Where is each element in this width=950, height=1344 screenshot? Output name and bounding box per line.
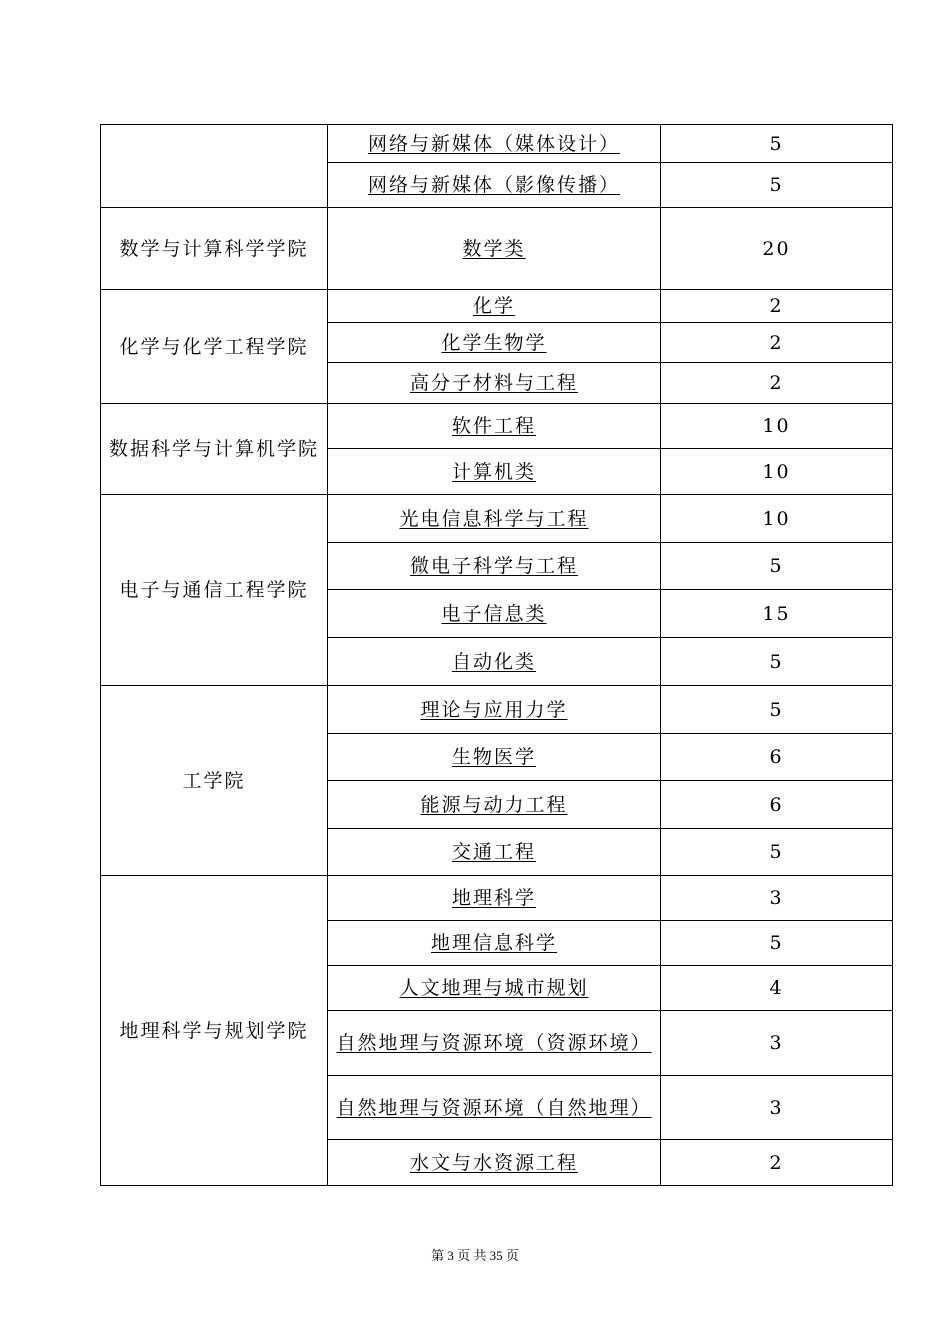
college-cell — [101, 125, 328, 208]
quota-cell: 10 — [661, 449, 893, 495]
quota-cell: 5 — [661, 829, 893, 876]
table-row — [101, 495, 893, 543]
major-cell — [328, 543, 661, 590]
page-footer: 第 3 页 共 35 页 — [431, 1248, 519, 1263]
college-cell: 数据科学与计算机学院 — [101, 404, 328, 495]
major-name: 能源与动力工程 — [420, 793, 568, 816]
college-cell: 工学院 — [101, 686, 328, 876]
major-name: 高分子材料与工程 — [409, 372, 578, 394]
quota-cell: 10 — [661, 404, 893, 449]
table-row — [101, 290, 893, 323]
major-cell — [328, 290, 661, 323]
major-name: 计算机类 — [451, 460, 536, 483]
quota-cell: 3 — [661, 876, 893, 921]
major-name: 地理科学 — [451, 887, 536, 909]
major-name: 水文与水资源工程 — [409, 1151, 578, 1174]
quota-cell: 5 — [661, 686, 893, 734]
quota-cell: 3 — [661, 1076, 893, 1140]
quota-cell: 10 — [661, 495, 893, 543]
major-cell — [328, 1011, 661, 1076]
major-cell — [328, 781, 661, 829]
quota-cell: 6 — [661, 781, 893, 829]
major-name: 网络与新媒体（媒体设计） — [367, 132, 620, 155]
major-name: 地理信息科学 — [430, 932, 557, 954]
major-name: 网络与新媒体（影像传播） — [367, 174, 620, 196]
major-name: 理论与应用力学 — [420, 698, 568, 721]
table-row — [101, 876, 893, 921]
major-name: 自然地理与资源环境（资源环境） — [336, 1032, 652, 1054]
quota-cell: 20 — [661, 208, 893, 290]
major-name: 交通工程 — [451, 841, 536, 863]
quota-cell: 5 — [661, 125, 893, 163]
quota-cell: 2 — [661, 323, 893, 363]
major-name: 电子信息类 — [441, 602, 547, 625]
major-cell — [328, 876, 661, 921]
major-cell — [328, 1076, 661, 1140]
quota-cell: 4 — [661, 966, 893, 1011]
major-cell — [328, 686, 661, 734]
table-row — [101, 208, 893, 290]
table-body — [101, 125, 893, 1186]
quota-cell: 5 — [661, 163, 893, 208]
major-cell — [328, 921, 661, 966]
college-cell: 地理科学与规划学院 — [101, 876, 328, 1186]
major-cell — [328, 163, 661, 208]
major-name: 自然地理与资源环境（自然地理） — [336, 1096, 652, 1119]
major-name: 人文地理与城市规划 — [399, 977, 589, 999]
major-name: 软件工程 — [451, 415, 536, 437]
major-cell — [328, 1140, 661, 1186]
quota-cell: 5 — [661, 921, 893, 966]
major-name: 化学生物学 — [441, 331, 547, 354]
major-cell — [328, 495, 661, 543]
major-cell — [328, 734, 661, 781]
major-cell — [328, 208, 661, 290]
quota-cell: 2 — [661, 363, 893, 404]
major-name: 化学 — [472, 295, 515, 317]
quota-cell: 15 — [661, 590, 893, 638]
table-row — [101, 404, 893, 449]
quota-cell: 5 — [661, 638, 893, 686]
college-cell: 化学与化学工程学院 — [101, 290, 328, 404]
major-cell — [328, 404, 661, 449]
college-cell: 数学与计算科学学院 — [101, 208, 328, 290]
major-cell — [328, 638, 661, 686]
college-cell: 电子与通信工程学院 — [101, 495, 328, 686]
quota-cell: 3 — [661, 1011, 893, 1076]
major-name: 光电信息科学与工程 — [399, 507, 589, 530]
table-row — [101, 125, 893, 163]
major-cell — [328, 323, 661, 363]
major-cell — [328, 363, 661, 404]
table-row — [101, 686, 893, 734]
major-name: 自动化类 — [451, 650, 536, 673]
major-name: 数学类 — [462, 237, 526, 260]
major-cell — [328, 590, 661, 638]
quota-cell: 5 — [661, 543, 893, 590]
quota-cell: 2 — [661, 1140, 893, 1186]
major-name: 微电子科学与工程 — [409, 555, 578, 577]
major-cell — [328, 966, 661, 1011]
enrollment-table — [100, 124, 893, 1186]
major-cell — [328, 125, 661, 163]
major-cell — [328, 449, 661, 495]
major-name: 生物医学 — [451, 746, 536, 768]
major-cell — [328, 829, 661, 876]
quota-cell: 2 — [661, 290, 893, 323]
quota-cell: 6 — [661, 734, 893, 781]
